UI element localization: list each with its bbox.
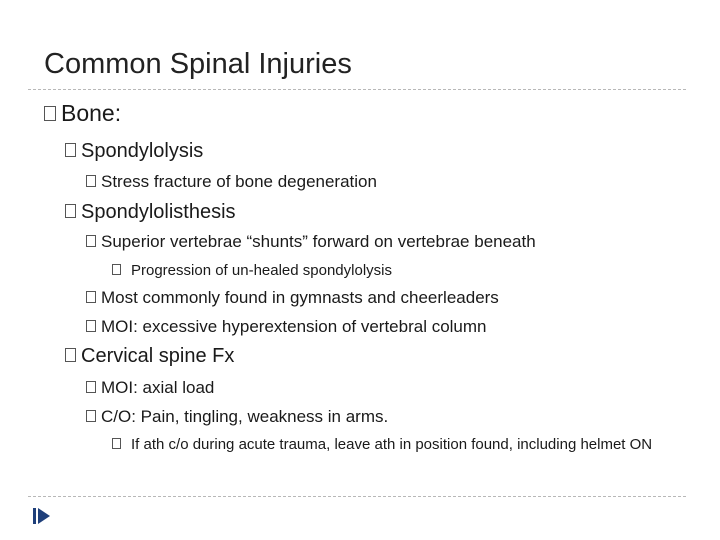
square-bullet-icon [86,291,96,303]
square-bullet-icon [112,264,121,275]
item-text: Stress fracture of bone degeneration [101,172,377,191]
list-item [86,317,487,337]
square-bullet-icon [65,348,76,362]
square-bullet-icon [86,410,96,422]
item-text: Spondylolysis [81,140,204,162]
footer-divider [28,496,686,497]
square-bullet-icon [65,143,76,157]
item-text: Superior vertebrae “shunts” forward on vertebrae beneath [101,232,536,251]
list-item [65,140,203,163]
square-bullet-icon [112,438,121,449]
list-item [86,232,536,252]
square-bullet-icon [86,235,96,247]
title-divider [28,89,686,90]
square-bullet-icon [86,320,96,332]
square-bullet-icon [86,175,96,187]
square-bullet-icon [65,204,76,218]
square-bullet-icon [86,381,96,393]
item-text: MOI: axial load [101,378,215,397]
item-text: Progression of un-healed spondylolysis [131,262,392,279]
list-item [86,407,388,427]
list-item [86,172,377,192]
page-title: Common Spinal Injuries [44,48,352,80]
square-bullet-icon [44,106,56,121]
item-text: If ath c/o during acute trauma, leave ath in position found, including helmet ON [131,436,653,453]
item-text: Cervical spine Fx [81,345,235,367]
list-item [44,100,121,127]
list-item [112,434,691,455]
list-item [65,201,236,224]
list-item [112,262,392,279]
nav-arrow-icon[interactable] [33,506,51,526]
item-text: Spondylolisthesis [81,201,236,223]
list-item [86,378,214,398]
list-item [86,288,499,308]
item-text: Most commonly found in gymnasts and cheerleaders [101,288,499,307]
list-item [65,345,234,368]
item-text: Bone: [61,100,122,126]
item-text: C/O: Pain, tingling, weakness in arms. [101,407,389,426]
item-text: MOI: excessive hyperextension of vertebral column [101,317,487,336]
